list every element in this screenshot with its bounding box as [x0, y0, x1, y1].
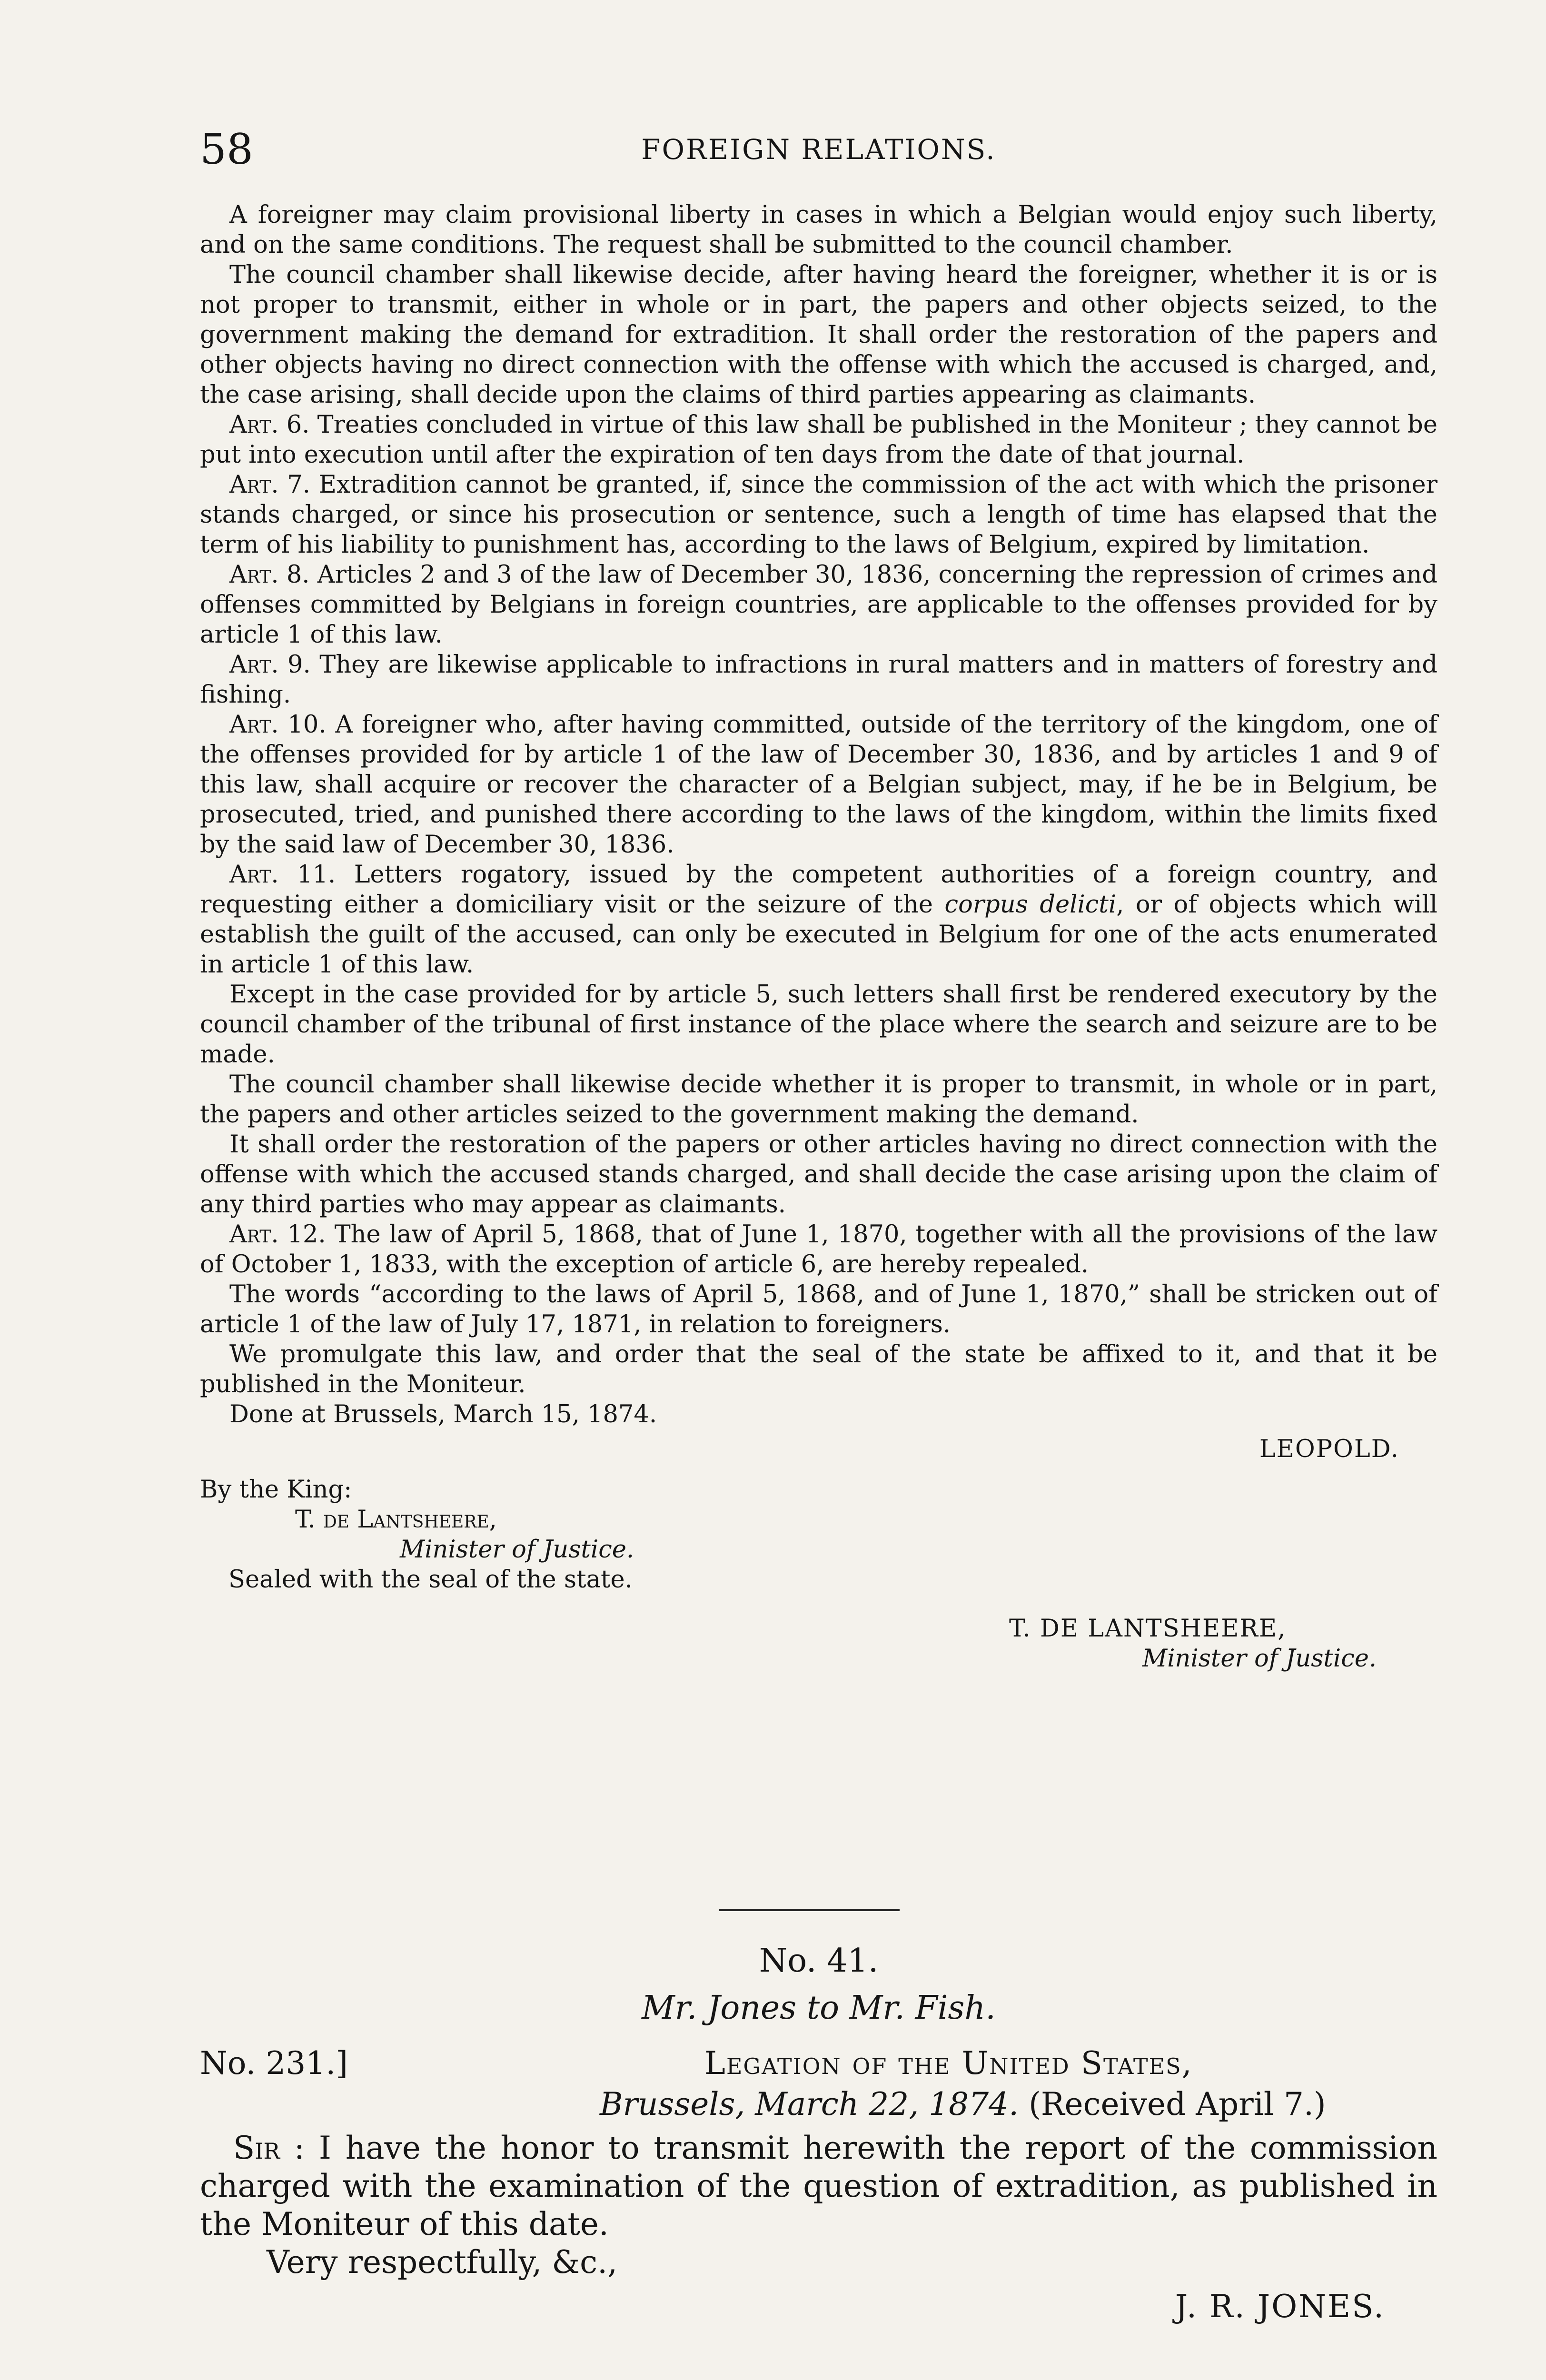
- place-date: Brussels, March 22, 1874.: [600, 2086, 1019, 2122]
- dispatch-letter: [200, 1942, 1437, 2325]
- article-8: [200, 560, 1437, 650]
- paragraph: It shall order the restoration of the papers or other articles having no direct connection with the offense with which the accused stands charged, and shall decide the case arising upon the claim of any third parties who may appear as claimants.: [200, 1130, 1437, 1219]
- article-label: Art. 10.: [229, 711, 327, 739]
- article-label: Art. 8.: [229, 561, 310, 589]
- article-text: Letters rogatory, issued by the competent authorities of a foreign country, and requesting either a domiciliary visit or the seizure of the: [200, 861, 1437, 919]
- article-text: , or of objects which will establish the guilt of the accused, can only be executed in Belgium for one of the acts enumerated in article 1 of this law.: [200, 891, 1437, 979]
- article-7: [200, 470, 1437, 560]
- signature: J. R. JONES.: [1175, 2288, 1385, 2325]
- attest-title: Minister of Justice.: [1142, 1645, 1377, 1673]
- dateline: [600, 2086, 1437, 2122]
- legation-name: Legation of the United States,: [704, 2045, 1193, 2082]
- article-label: Art. 6.: [229, 411, 310, 439]
- article-text: Articles 2 and 3 of the law of December 30, 1836, concerning the repression of crimes and offenses committed by Belgians in foreign countries, are applicable to the offenses provided for by article 1 of this law.: [200, 561, 1437, 649]
- article-label: Art. 7.: [229, 471, 310, 499]
- article-label: Art. 12.: [229, 1220, 326, 1249]
- article-text: Extradition cannot be granted, if, since the commission of the act with which the prisoner stands charged, or since his prosecution or sentence, such a length of time has elapsed that the term of his liability to punishment has, according to the laws of Belgium, expired by limitation.: [200, 471, 1438, 559]
- countersign-title: Minister of Justice.: [400, 1536, 634, 1564]
- law-text: [200, 200, 1437, 1674]
- dispatch-number: No. 231.]: [200, 2045, 348, 2082]
- article-6: [200, 410, 1437, 470]
- sealed-note: Sealed with the seal of the state.: [228, 1566, 633, 1594]
- running-head: [200, 125, 1437, 182]
- paragraph: A foreigner may claim provisional liberty in cases in which a Belgian would enjoy such liberty, and on the same conditions. The request shall be submitted to the council chamber.: [200, 201, 1437, 259]
- article-text: A foreigner who, after having committed, outside of the territory of the kingdom, one of the offenses provided for by article 1 of the law of December 30, 1836, and by articles 1 and 9 of this law, shall acquire or recover the character of a Belgian subject, may, if he be in Belgium, be prosecuted, tried, and punished there according to the laws of the kingdom, within the limits fixed by the said law of December 30, 1836.: [200, 711, 1437, 859]
- article-text: Treaties concluded in virtue of this law shall be published in the Moniteur ; they cannot be put into execution until after the expiration of ten days from the date of that journal.: [200, 411, 1437, 469]
- letter-body: [200, 2129, 1437, 2243]
- article-text: They are likewise applicable to infractions in rural matters and in matters of forestry and fishing.: [200, 651, 1437, 709]
- article-11: [200, 860, 1437, 980]
- paragraph: Done at Brussels, March 15, 1874.: [229, 1400, 657, 1428]
- section-divider: [719, 1909, 900, 1911]
- by-the-king: By the King:: [200, 1476, 352, 1504]
- article-label: Art. 11.: [229, 861, 336, 889]
- paragraph: The council chamber shall likewise decide whether it is proper to transmit, in whole or in part, the papers and other articles seized to the government making the demand.: [200, 1071, 1437, 1129]
- article-text: The law of April 5, 1868, that of June 1, 1870, together with all the provisions of the law of October 1, 1833, with the exception of article 6, are hereby repealed.: [200, 1220, 1437, 1279]
- received-date: (Received April 7.): [1029, 2086, 1326, 2122]
- paragraph: We promulgate this law, and order that the seal of the state be affixed to it, and that it be published in the Moniteur.: [200, 1340, 1437, 1398]
- article-label: Art. 9.: [229, 651, 311, 679]
- article-12: [200, 1220, 1437, 1279]
- article-9: [200, 650, 1437, 710]
- article-italic: corpus delicti: [944, 891, 1117, 919]
- document-number: No. 41.: [759, 1942, 879, 1980]
- letter-heading: Mr. Jones to Mr. Fish.: [642, 1989, 996, 2027]
- paragraph: Except in the case provided for by article 5, such letters shall first be rendered executory by the council chamber of the tribunal of first instance of the place where the search and seizure are to be made.: [200, 981, 1437, 1069]
- running-title: FOREIGN RELATIONS.: [641, 133, 996, 166]
- paragraph: The words “according to the laws of April 5, 1868, and of June 1, 1870,” shall be stricken out of article 1 of the law of July 17, 1871, in relation to foreigners.: [200, 1280, 1437, 1339]
- letter-text: I have the honor to transmit herewith the report of the commission charged with the examination of the question of extradition, as published in the Moniteur of this date.: [200, 2130, 1437, 2242]
- closing: Very respectfully, &c.,: [267, 2244, 618, 2281]
- dispatch-row: [200, 2040, 1437, 2086]
- page-number: 58: [200, 125, 253, 174]
- king-signature: LEOPOLD.: [1259, 1435, 1399, 1463]
- paragraph: The council chamber shall likewise decide, after having heard the foreigner, whether it is or is not proper to transmit, either in whole or in part, the papers and other objects seized, to the government making the demand for extradition. It shall order the restoration of the papers and other objects having no direct connection with the offense with which the accused is charged, and, the case arising, shall decide upon the claims of third parties appearing as claimants.: [200, 261, 1437, 409]
- attest-name: T. DE LANTSHEERE,: [1009, 1615, 1287, 1643]
- article-10: [200, 710, 1437, 860]
- salutation: Sir :: [233, 2130, 305, 2166]
- countersign-name: T. de Lantsheere,: [295, 1506, 497, 1534]
